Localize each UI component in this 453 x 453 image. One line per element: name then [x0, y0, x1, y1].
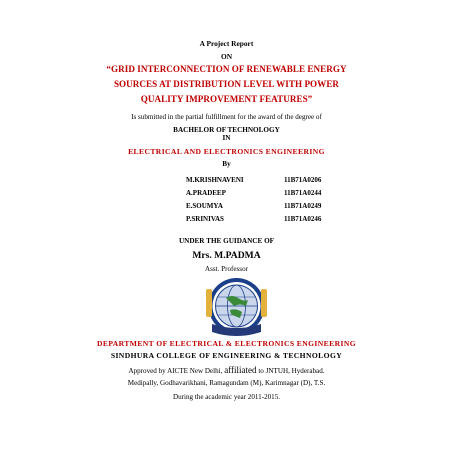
student-roll-number: 11B71A0246 — [284, 214, 322, 223]
on-label: ON — [220, 52, 233, 61]
student-list — [186, 173, 386, 225]
student-row — [186, 173, 386, 186]
student-name: E.SOUMYA — [186, 201, 223, 210]
approval-affiliated: affiliated — [224, 365, 257, 375]
approval-before: Approved by AICTE New Delhi, — [128, 367, 223, 375]
guidance-label: UNDER THE GUIDANCE OF — [178, 237, 275, 245]
project-title-line-2: SOURCES AT DISTRIBUTION LEVEL WITH POWER — [113, 79, 340, 89]
college-address: Medipally, Godhavarikhani, Ramagundam (M), Karimnagar (D), T.S. — [127, 379, 326, 387]
guide-name: Mrs. M.PADMA — [192, 250, 261, 261]
branch-name: ELECTRICAL AND ELECTRONICS ENGINEERING — [128, 147, 325, 156]
academic-year: During the academic year 2011-2015. — [172, 393, 281, 401]
college-name: SINDHURA COLLEGE OF ENGINEERING & TECHNOLOGY — [110, 351, 343, 360]
student-row — [186, 199, 386, 212]
by-label: By — [222, 160, 231, 168]
project-title-line-3: QUALITY IMPROVEMENT FEATURES” — [140, 94, 313, 104]
approval-after: to JNTUH, Hyderabad. — [258, 367, 325, 375]
guide-designation: Asst. Professor — [205, 265, 248, 273]
department-name: DEPARTMENT OF ELECTRICAL & ELECTRONICS ENGINEERING — [96, 339, 357, 348]
student-row — [186, 212, 386, 225]
student-roll-number: 11B71A0249 — [284, 201, 322, 210]
student-name: A.PRADEEP — [186, 188, 226, 197]
degree-line-1: BACHELOR OF TECHNOLOGY — [173, 126, 280, 134]
student-row — [186, 186, 386, 199]
student-roll-number: 11B71A0244 — [284, 188, 322, 197]
submission-statement: Is submitted in the partial fulfillment for the award of the degree of — [131, 113, 322, 121]
college-emblem-icon — [202, 276, 271, 344]
project-title-line-1: “GRID INTERCONNECTION OF RENEWABLE ENERGY — [106, 64, 347, 74]
student-name: P.SRINIVAS — [186, 214, 224, 223]
report-label: A Project Report — [199, 39, 254, 48]
student-name: M.KRISHNAVENI — [186, 175, 244, 184]
degree-line-2: IN — [222, 134, 231, 142]
student-roll-number: 11B71A0206 — [284, 175, 322, 184]
approval-line — [0, 366, 453, 375]
